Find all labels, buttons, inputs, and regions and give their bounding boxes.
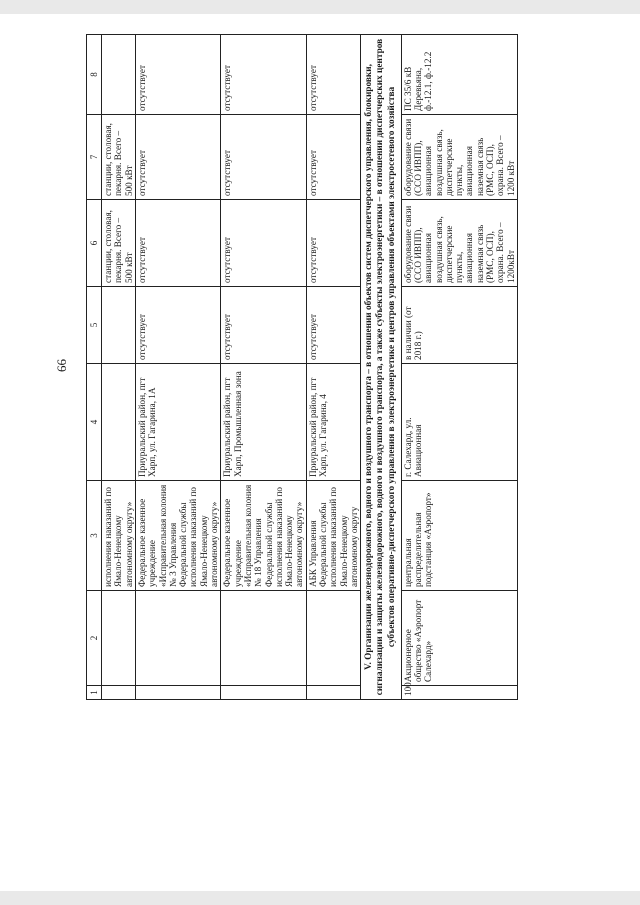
table-row bbox=[401, 35, 517, 700]
header-cell: 2 bbox=[87, 591, 102, 686]
address-cell: Приуральский район, пгт Харп, Промышленная зона bbox=[221, 364, 306, 481]
organization-cell bbox=[102, 591, 136, 686]
load-cell: отсутствует bbox=[221, 115, 306, 200]
load-cell: отсутствует bbox=[135, 200, 220, 287]
rotated-page-content bbox=[86, 35, 640, 700]
load-cell: отсутствует bbox=[135, 115, 220, 200]
header-cell: 3 bbox=[87, 481, 102, 591]
supply-cell bbox=[102, 35, 136, 115]
supply-cell: отсутствует bbox=[221, 35, 306, 115]
section-title: V. Организации железнодорожного, водного и воздушного транспорта – в отношении объектов систем диспетчерского управления, блокировки, сигнализации и защиты железнодорожного, водного и воздушного транспорта, а также субъекты электроэнергетики – в отношении диспетчерских центров субъектов оперативно-диспетчерского управления в электроэнергетике и центров управления объектами электросетевого хозяйства bbox=[361, 35, 401, 700]
load-cell: станции, столовая, пекарня. Всего – 500 кВт bbox=[102, 115, 136, 200]
address-cell: Приуральский район, пгт Харп, ул. Гагарина, 1А bbox=[135, 364, 220, 481]
row-number-cell bbox=[306, 686, 360, 700]
organization-cell bbox=[135, 591, 220, 686]
address-cell bbox=[102, 364, 136, 481]
facility-cell: АБК Управления Федеральной службы исполнения наказаний по Ямало-Ненецкому автономному округу bbox=[306, 481, 360, 591]
backup-source-cell: в наличии (от 2018 г.) bbox=[401, 287, 517, 364]
header-cell: 6 bbox=[87, 200, 102, 287]
supply-cell: отсутствует bbox=[306, 35, 360, 115]
facility-cell: Федеральное казенное учреждение «Исправительная колония № 3 Управления Федеральной службы исполнения наказаний по Ямало-Ненецкому автономному округу» bbox=[135, 481, 220, 591]
row-number-cell: 100. bbox=[401, 686, 517, 700]
header-cell: 5 bbox=[87, 287, 102, 364]
table-row bbox=[135, 35, 220, 700]
header-cell: 8 bbox=[87, 35, 102, 115]
page-number: 66 bbox=[54, 359, 69, 372]
backup-source-cell: отсутствует bbox=[221, 287, 306, 364]
backup-source-cell bbox=[102, 287, 136, 364]
load-cell: оборудование связи (ССО ИВПП), авиационная воздушная связь, диспетчерские пункты, авиационная наземная связь (РМС, ОСП), охрана. Всего – 1200 кВт bbox=[401, 115, 517, 200]
load-cell: станции, столовая, пекарня. Всего – 500 кВт bbox=[102, 200, 136, 287]
supply-cell: отсутствует bbox=[135, 35, 220, 115]
organization-cell: Акционерное общество «Аэропорт Салехард» bbox=[401, 591, 517, 686]
row-number-cell bbox=[135, 686, 220, 700]
scan-edge-top bbox=[0, 0, 640, 14]
header-cell: 1 bbox=[87, 686, 102, 700]
backup-source-cell: отсутствует bbox=[135, 287, 220, 364]
address-cell: г. Салехард, ул. Авиационная bbox=[401, 364, 517, 481]
row-number-cell bbox=[221, 686, 306, 700]
scan-edge-bottom bbox=[0, 891, 640, 905]
supply-cell: ПС 35/6 кВ Деревьяна, ф.-12.1, ф.-12.2 bbox=[401, 35, 517, 115]
row-number-cell bbox=[102, 686, 136, 700]
table-row bbox=[102, 35, 136, 700]
header-row bbox=[87, 35, 102, 700]
section-row bbox=[361, 35, 401, 700]
address-cell: Приуральский район, пгт Харп, ул. Гагарина, 4 bbox=[306, 364, 360, 481]
header-cell: 4 bbox=[87, 364, 102, 481]
header-cell: 7 bbox=[87, 115, 102, 200]
table-row bbox=[221, 35, 306, 700]
facility-cell: исполнения наказаний по Ямало-Ненецкому автономному округу» bbox=[102, 481, 136, 591]
load-cell: отсутствует bbox=[306, 200, 360, 287]
load-cell: отсутствует bbox=[306, 115, 360, 200]
organization-cell bbox=[306, 591, 360, 686]
facility-cell: Федеральное казенное учреждение «Исправительная колония № 18 Управления Федеральной службы исполнения наказаний по Ямало-Ненецкому автономному округу» bbox=[221, 481, 306, 591]
table-row bbox=[306, 35, 360, 700]
load-cell: отсутствует bbox=[221, 200, 306, 287]
facilities-table bbox=[86, 34, 518, 700]
facility-cell: центральная распределительная подстанция «Аэропорт» bbox=[401, 481, 517, 591]
backup-source-cell: отсутствует bbox=[306, 287, 360, 364]
load-cell: оборудование связи (ССО ИВПП), авиационная воздушная связь, диспетчерские пункты, авиационная наземная связь (РМС, ОСП), охрана. Всего – 1200кВт bbox=[401, 200, 517, 287]
organization-cell bbox=[221, 591, 306, 686]
